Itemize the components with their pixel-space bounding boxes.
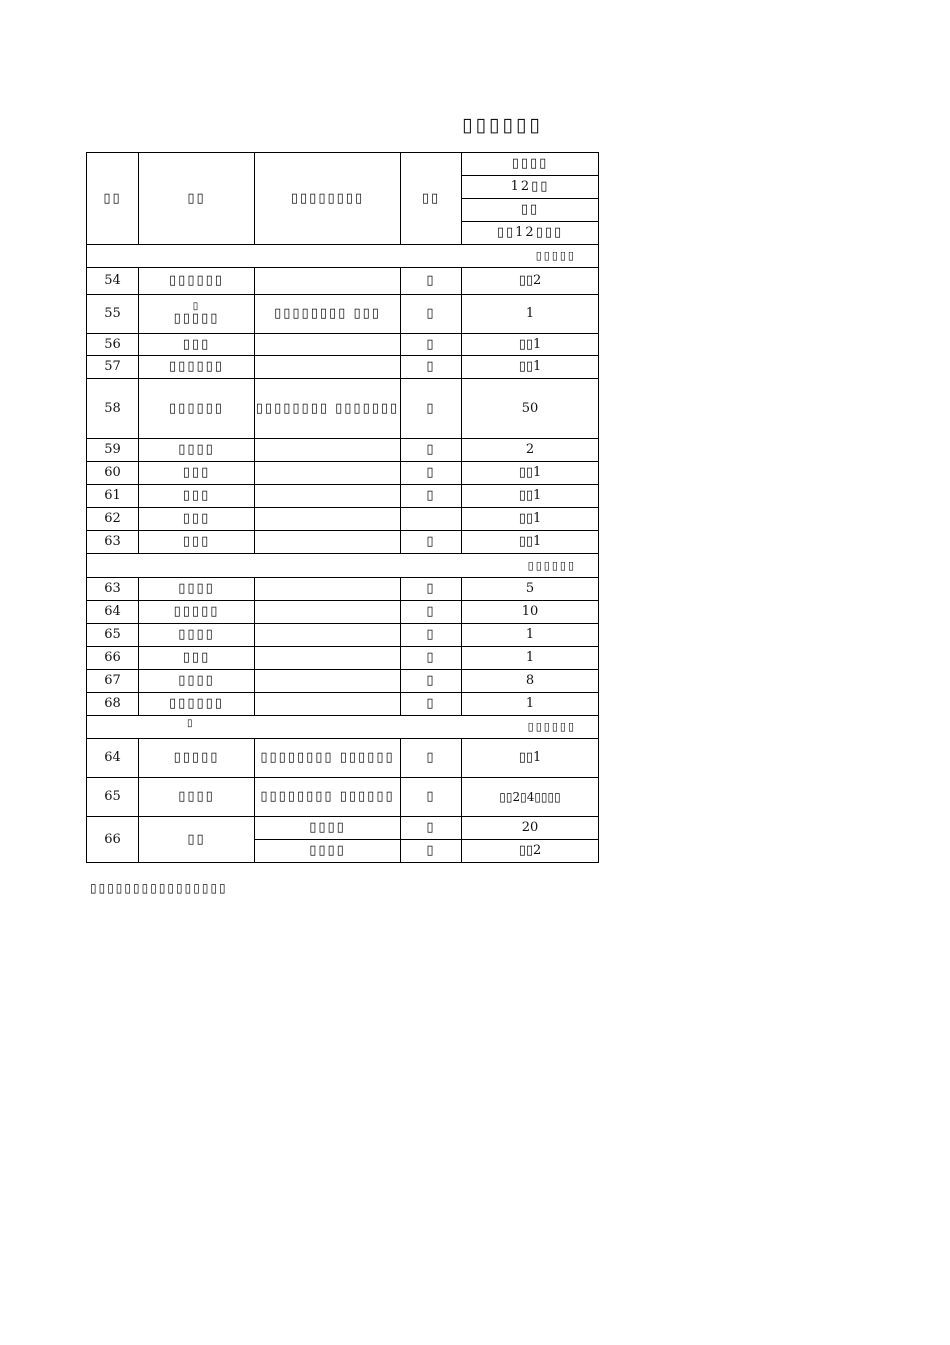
row-qty: 1: [462, 295, 599, 334]
row-spec: [255, 624, 401, 647]
row-qty: ▯▯2▯4▯▯▯▯: [462, 778, 599, 817]
section-label: ▯▯▯▯▯▯: [87, 554, 599, 578]
row-name: ▯▯▯▯: [139, 624, 255, 647]
row-name: ▯▯▯: [139, 485, 255, 508]
row-unit: ▯: [401, 647, 462, 670]
row-spec: [255, 508, 401, 531]
table-row: [87, 693, 599, 716]
row-no: 55: [87, 295, 139, 334]
row-unit: ▯: [401, 295, 462, 334]
header-unit: ▯▯: [401, 153, 462, 245]
row-unit: ▯: [401, 670, 462, 693]
row-spec: [255, 439, 401, 462]
table-row: [87, 670, 599, 693]
row-name-cell: [139, 295, 255, 334]
row-qty: ▯▯2: [462, 840, 599, 863]
row-name: ▯▯: [139, 817, 255, 863]
header-name: ▯▯: [139, 153, 255, 245]
row-qty: ▯▯1: [462, 508, 599, 531]
row-name: ▯▯▯▯▯: [173, 311, 220, 326]
row-no: 68: [87, 693, 139, 716]
row-qty: ▯▯1: [462, 485, 599, 508]
section-label-cell: [87, 716, 599, 739]
table-row: [87, 508, 599, 531]
row-qty: ▯▯2: [462, 268, 599, 295]
row-qty: ▯▯1: [462, 739, 599, 778]
row-qty: ▯▯1: [462, 462, 599, 485]
row-qty: 20: [462, 817, 599, 840]
header-qty-line: 12▯▯: [462, 176, 599, 199]
page-title: ▯▯▯▯▯▯: [462, 114, 543, 136]
table-row: [87, 295, 599, 334]
row-name: ▯▯▯▯: [139, 439, 255, 462]
section-label: ▯▯▯▯▯▯: [527, 720, 576, 733]
row-name: ▯▯▯▯: [139, 578, 255, 601]
table-row: [87, 356, 599, 379]
row-no: 61: [87, 485, 139, 508]
row-no: 66: [87, 817, 139, 863]
row-no: 65: [87, 624, 139, 647]
row-name: ▯▯▯: [139, 508, 255, 531]
row-spec: [255, 601, 401, 624]
table-row: [87, 601, 599, 624]
row-name: ▯▯▯: [139, 531, 255, 554]
row-qty: 8: [462, 670, 599, 693]
row-spec: ▯▯▯▯▯▯▯▯ ▯▯▯▯▯▯▯: [255, 379, 401, 439]
row-unit: ▯: [401, 778, 462, 817]
row-unit: ▯: [401, 356, 462, 379]
table-row: [87, 379, 599, 439]
row-spec: ▯▯▯▯: [255, 817, 401, 840]
table-row: [87, 439, 599, 462]
footnote: ▯▯▯▯▯▯▯▯▯▯▯▯▯▯▯▯: [90, 881, 228, 895]
row-name: ▯▯▯▯: [139, 778, 255, 817]
row-no: 64: [87, 739, 139, 778]
table-row: [87, 462, 599, 485]
row-qty: 1: [462, 647, 599, 670]
row-unit: [401, 508, 462, 531]
row-name: ▯▯▯▯▯▯: [139, 356, 255, 379]
row-no: 63: [87, 531, 139, 554]
row-spec: ▯▯▯▯▯▯▯▯ ▯▯▯▯▯▯: [255, 778, 401, 817]
row-no: 57: [87, 356, 139, 379]
header-qty-line: ▯▯▯▯: [462, 153, 599, 176]
table-row: [87, 268, 599, 295]
row-no: 65: [87, 778, 139, 817]
table-row: [87, 817, 599, 840]
row-spec: [255, 268, 401, 295]
row-unit: ▯: [401, 268, 462, 295]
section-header-row: [87, 245, 599, 268]
section-mark: ▯: [187, 718, 195, 729]
row-no: 67: [87, 670, 139, 693]
row-name: ▯▯▯▯▯▯: [139, 693, 255, 716]
row-unit: ▯: [401, 840, 462, 863]
row-no: 66: [87, 647, 139, 670]
row-name-mark: ▯: [192, 301, 201, 312]
section-header-row: [87, 554, 599, 578]
section-label: ▯▯▯▯▯: [87, 245, 599, 268]
inventory-table: [86, 152, 599, 863]
row-unit: ▯: [401, 531, 462, 554]
row-no: 54: [87, 268, 139, 295]
row-no: 63: [87, 578, 139, 601]
row-spec: [255, 462, 401, 485]
row-unit: ▯: [401, 462, 462, 485]
row-unit: ▯: [401, 439, 462, 462]
row-unit: ▯: [401, 601, 462, 624]
row-spec: [255, 485, 401, 508]
table-row: [87, 531, 599, 554]
row-name: ▯▯▯: [139, 334, 255, 356]
table-row: [87, 647, 599, 670]
table-row: [87, 739, 599, 778]
row-unit: ▯: [401, 334, 462, 356]
row-name: ▯▯▯▯▯: [139, 601, 255, 624]
row-qty: 50: [462, 379, 599, 439]
row-spec: ▯▯▯▯▯▯▯▯ ▯▯▯: [255, 295, 401, 334]
row-no: 64: [87, 601, 139, 624]
row-qty: ▯▯1: [462, 334, 599, 356]
row-qty: 2: [462, 439, 599, 462]
row-spec: [255, 693, 401, 716]
row-spec: [255, 647, 401, 670]
row-unit: ▯: [401, 624, 462, 647]
row-name: ▯▯▯▯▯▯: [139, 268, 255, 295]
row-no: 58: [87, 379, 139, 439]
row-qty: 1: [462, 624, 599, 647]
row-qty: 1: [462, 693, 599, 716]
header-qty-line: ▯▯12▯▯▯: [462, 222, 599, 245]
row-qty: 10: [462, 601, 599, 624]
row-qty: ▯▯1: [462, 356, 599, 379]
row-unit: ▯: [401, 578, 462, 601]
table-row: [87, 485, 599, 508]
row-qty: 5: [462, 578, 599, 601]
row-unit: ▯: [401, 379, 462, 439]
header-qty-line: ▯▯: [462, 199, 599, 222]
table-row: [87, 334, 599, 356]
row-spec: [255, 531, 401, 554]
header-spec: ▯▯▯▯▯▯▯▯: [255, 153, 401, 245]
row-unit: ▯: [401, 739, 462, 778]
row-spec: [255, 670, 401, 693]
row-spec: [255, 578, 401, 601]
row-name: ▯▯▯▯▯▯: [139, 379, 255, 439]
row-spec: [255, 356, 401, 379]
row-spec: ▯▯▯▯: [255, 840, 401, 863]
table-header-row: [87, 153, 599, 176]
row-spec: ▯▯▯▯▯▯▯▯ ▯▯▯▯▯▯: [255, 739, 401, 778]
table-row: [87, 624, 599, 647]
row-name: ▯▯▯▯▯: [139, 739, 255, 778]
row-no: 62: [87, 508, 139, 531]
row-name: ▯▯▯▯: [139, 670, 255, 693]
row-no: 56: [87, 334, 139, 356]
row-unit: ▯: [401, 817, 462, 840]
row-no: 60: [87, 462, 139, 485]
row-name: ▯▯▯: [139, 647, 255, 670]
row-no: 59: [87, 439, 139, 462]
header-no: ▯▯: [87, 153, 139, 245]
row-name: ▯▯▯: [139, 462, 255, 485]
section-header-row: [87, 716, 599, 739]
row-spec: [255, 334, 401, 356]
row-unit: ▯: [401, 693, 462, 716]
table-row: [87, 778, 599, 817]
row-qty: ▯▯1: [462, 531, 599, 554]
table-row: [87, 578, 599, 601]
row-unit: ▯: [401, 485, 462, 508]
